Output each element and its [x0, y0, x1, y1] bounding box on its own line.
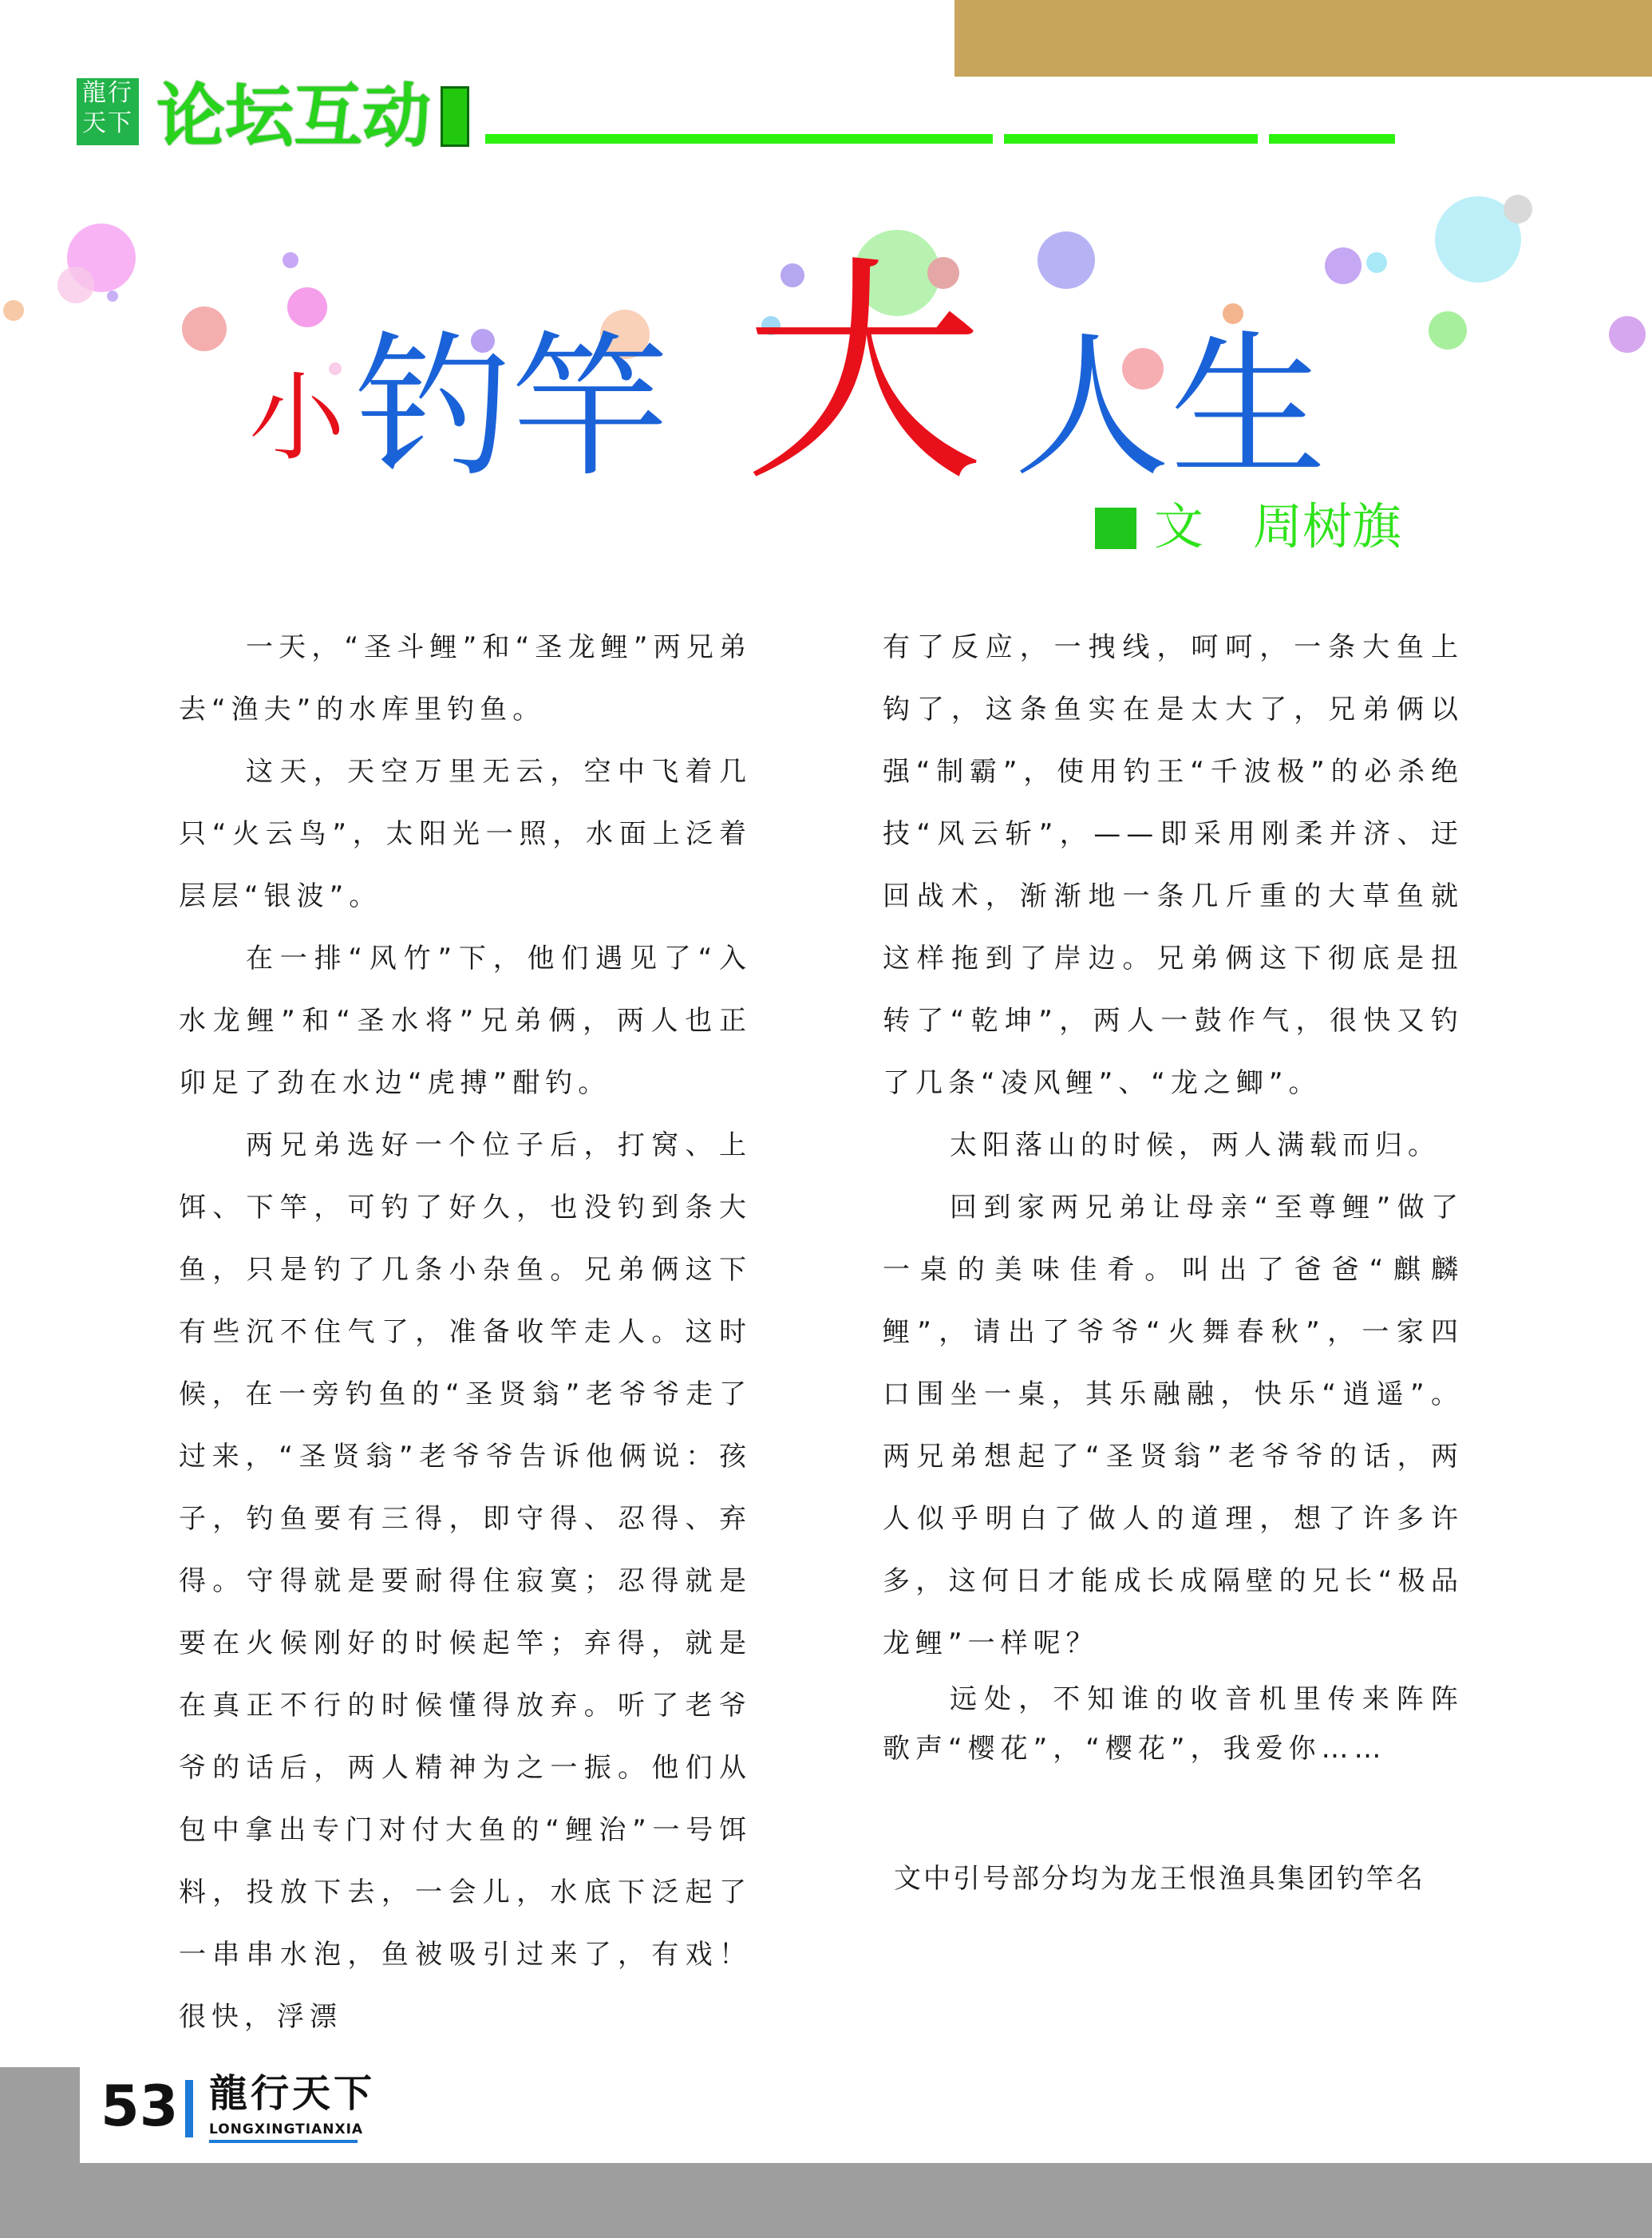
footer-brand-underline: [209, 2140, 358, 2143]
title-xiao: 小: [249, 363, 345, 474]
paragraph: 这天，天空万里无云，空中飞着几只“火云鸟”，太阳光一照，水面上泛着层层“银波”。: [179, 756, 752, 912]
header-rule-3: [1269, 134, 1395, 144]
footer-brand: 龍行天下: [209, 2071, 376, 2116]
page-number-separator: [185, 2080, 193, 2137]
page-number: 53: [101, 2074, 179, 2139]
logo-line-2: 天下: [82, 109, 133, 137]
paragraph: 远处，不知谁的收音机里传来阵阵歌声“樱花”，“樱花”，我爱你……: [883, 1683, 1464, 1765]
section-title: 论坛互动: [156, 77, 431, 156]
magazine-logo: [77, 78, 139, 145]
top-gold-bar: [954, 0, 1652, 77]
byline-marker: [1095, 508, 1136, 549]
title-diaogan: 钓竿: [356, 317, 670, 499]
footer-gray-band: [0, 2155, 1652, 2238]
byline: 文 周树旗: [1154, 497, 1402, 556]
paragraph: 一天，“圣斗鲤”和“圣龙鲤”两兄弟去“渔夫”的水库里钓鱼。: [179, 631, 752, 726]
paragraph: 太阳落山的时候，两人满载而归。: [950, 1129, 1441, 1161]
footer-brand-pinyin: LONGXINGTIANXIA: [209, 2121, 364, 2137]
title-da: 大: [744, 235, 983, 514]
paragraph: 两兄弟选好一个位子后，打窝、上饵、下竿，可钓了好久，也没钓到条大鱼，只是钓了几条小杂鱼。兄弟俩这下有些沉不住气了，准备收竿走人。这时候，在一旁钓鱼的“圣贤翁”老爷爷走了过来，“圣贤翁”老爷爷告诉他俩说：孩子，钓鱼要有三得，即守得、忍得、弃得。守得就是要耐得住寂寞；忍得就是要在火候刚好的时候起竿；弃得，就是在真正不行的时候懂得放弃。听了老爷爷的话后，两人精神为之一振。他们从包中拿出专门对付大鱼的“鲤治”一号饵料，投放下去，一会儿，水底下泛起了一串串水泡，鱼被吸引过来了，有戏！很快，浮漂: [179, 1129, 752, 2033]
article-title: [0, 235, 1652, 514]
header-rule-1: [485, 134, 993, 144]
left-column: [179, 616, 752, 2048]
paragraph: 在一排“风竹”下，他们遇见了“入水龙鲤”和“圣水将”兄弟俩，两人也正卯足了劲在水边“虎搏”酣钓。: [179, 943, 752, 1099]
header-block-mark: [441, 86, 469, 147]
paragraph: 有了反应，一拽线，呵呵，一条大鱼上钩了，这条鱼实在是太大了，兄弟俩以强“制霸”，使用钓王“千波极”的必杀绝技“风云斩”，——即采用刚柔并济、迂回战术，渐渐地一条几斤重的大草鱼就这样拖到了岸边。兄弟俩这下彻底是扭转了“乾坤”，两人一鼓作气，很快又钓了几条“凌风鲤”、“龙之鲫”。: [883, 631, 1464, 1099]
logo-line-1: 龍行: [82, 79, 133, 107]
footnote: 文中引号部分均为龙王恨渔具集团钓竿名: [894, 1863, 1425, 1895]
right-column: [883, 616, 1464, 1773]
title-rensheng: 人生: [1014, 317, 1327, 499]
paragraph: 回到家两兄弟让母亲“至尊鲤”做了一桌的美味佳肴。叫出了爸爸“麒麟鲤”，请出了爷爷“火舞春秋”，一家四口围坐一桌，其乐融融，快乐“逍遥”。两兄弟想起了“圣贤翁”老爷爷的话，两人似乎明白了做人的道理，想了许多许多，这何日才能成长成隔壁的兄长“极品龙鲤”一样呢？: [883, 1192, 1464, 1659]
header-rule-2: [1004, 134, 1258, 144]
